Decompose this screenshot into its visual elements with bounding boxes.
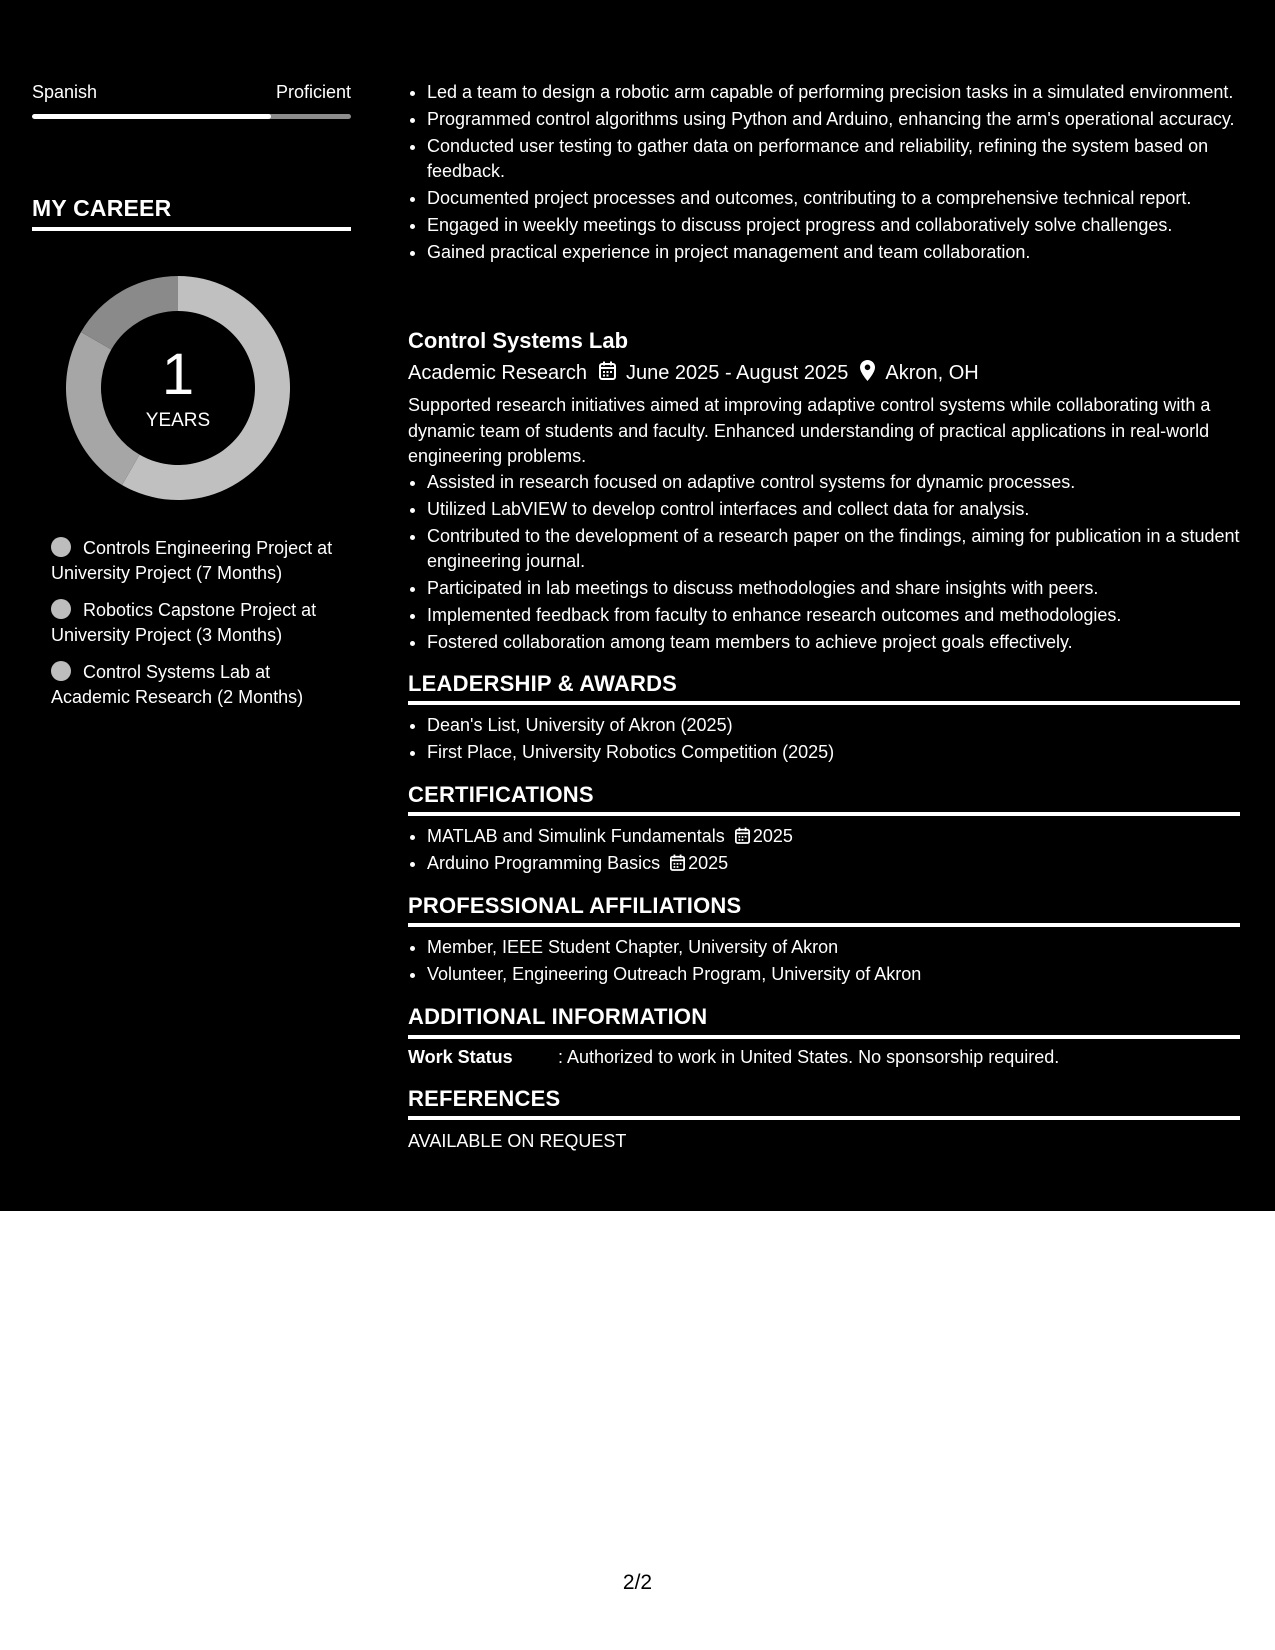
career-heading-rule (32, 227, 351, 231)
career-item-text: Robotics Capstone Project at University Project (3 Months) (51, 600, 317, 645)
list-item: • Documented project processes and outcomes, contributing to a comprehensive technical report. (427, 186, 1259, 211)
calendar-icon (599, 361, 616, 386)
career-item (51, 660, 341, 710)
list-item: • Fostered collaboration among team members to achieve project goals effectively. (427, 630, 1259, 655)
list-item: • Dean's List, University of Akron (2025) (427, 713, 1259, 738)
certifications-list (408, 824, 1259, 878)
list-item: • Volunteer, Engineering Outreach Program, University of Akron (427, 962, 1259, 987)
experience-title: Control Systems Lab (408, 328, 629, 353)
list-item: • Led a team to design a robotic arm capable of performing precision tasks in a simulated environment. (427, 80, 1259, 105)
work-status-value: : Authorized to work in United States. No sponsorship required. (558, 1047, 1060, 1067)
language-proficiency-fill (32, 114, 271, 119)
career-item (51, 598, 341, 648)
page-number: 2/2 (622, 1571, 653, 1594)
list-item (427, 824, 1259, 849)
language-name: Spanish (32, 82, 98, 102)
experience-meta (408, 360, 979, 387)
experience-org: Academic Research (408, 362, 587, 384)
list-item: • First Place, University Robotics Competition (2025) (427, 740, 1259, 765)
list-item: • Participated in lab meetings to discuss methodologies and share insights with peers. (427, 576, 1259, 601)
experience-dates: June 2025 - August 2025 (625, 362, 849, 384)
certifications-heading: CERTIFICATIONS (408, 782, 594, 807)
calendar-icon (670, 854, 685, 871)
affiliations-heading: PROFESSIONAL AFFILIATIONS (408, 893, 742, 918)
career-item (51, 536, 341, 586)
list-item: • Member, IEEE Student Chapter, University of Akron (427, 935, 1259, 960)
affiliations-list (408, 935, 1259, 989)
references-rule (408, 1116, 1240, 1120)
experience-bullets (408, 470, 1259, 657)
career-donut (66, 276, 290, 500)
references-text: AVAILABLE ON REQUEST (408, 1131, 627, 1151)
career-total-unit: YEARS (145, 410, 211, 431)
work-status-row (408, 1047, 1059, 1068)
language-level: Proficient (275, 82, 351, 102)
list-item: • Implemented feedback from faculty to enhance research outcomes and methodologies. (427, 603, 1259, 628)
list-item: • Programmed control algorithms using Python and Arduino, enhancing the arm's operational accuracy. (427, 107, 1259, 132)
previous-experience-bullets (408, 80, 1259, 267)
career-list (51, 536, 341, 722)
language-row (32, 82, 351, 104)
leadership-heading: LEADERSHIP & AWARDS (408, 671, 678, 696)
list-item: • Assisted in research focused on adaptive control systems for dynamic processes. (427, 470, 1259, 495)
career-donut-segment (81, 276, 178, 350)
cert-name: Arduino Programming Basics (427, 853, 661, 873)
cert-date-text: 2025 (752, 826, 793, 846)
certifications-rule (408, 812, 1240, 816)
map-pin-icon (860, 360, 875, 387)
experience-description: Supported research initiatives aimed at improving adaptive control systems while collaborating with a dynamic team of students and faculty. Enhanced understanding of practical applications in real-world engineering problems. (408, 395, 1211, 466)
list-item: • Gained practical experience in project management and team collaboration. (427, 240, 1259, 265)
list-item: • Conducted user testing to gather data on performance and reliability, refining the system based on feedback. (427, 134, 1259, 183)
cert-date (670, 853, 728, 873)
career-heading: MY CAREER (32, 195, 172, 221)
cert-name: MATLAB and Simulink Fundamentals (427, 826, 725, 846)
language-proficiency-bar (32, 114, 351, 119)
list-item: • Engaged in weekly meetings to discuss project progress and collaboratively solve challenges. (427, 213, 1259, 238)
calendar-icon (735, 827, 750, 844)
cert-date-text: 2025 (688, 853, 729, 873)
references-heading: REFERENCES (408, 1086, 561, 1111)
career-total-value: 1 (161, 342, 195, 407)
career-item-text: Control Systems Lab at Academic Research (2 Months) (51, 662, 304, 707)
career-item-text: Controls Engineering Project at University Project (7 Months) (51, 538, 333, 583)
experience-location: Akron, OH (885, 362, 979, 384)
bullet-dot-icon (51, 661, 71, 681)
list-item: • Utilized LabVIEW to develop control interfaces and collect data for analysis. (427, 497, 1259, 522)
bullet-dot-icon (51, 599, 71, 619)
affiliations-rule (408, 923, 1240, 927)
leadership-rule (408, 701, 1240, 705)
additional-info-heading: ADDITIONAL INFORMATION (408, 1004, 708, 1029)
bullet-dot-icon (51, 537, 71, 557)
leadership-list (408, 713, 1259, 767)
cert-date (735, 826, 793, 846)
list-item: • Contributed to the development of a research paper on the findings, aiming for publication in a student engineering journal. (427, 524, 1259, 573)
work-status-label: Work Status (408, 1047, 513, 1067)
list-item (427, 851, 1259, 876)
additional-info-rule (408, 1035, 1240, 1039)
